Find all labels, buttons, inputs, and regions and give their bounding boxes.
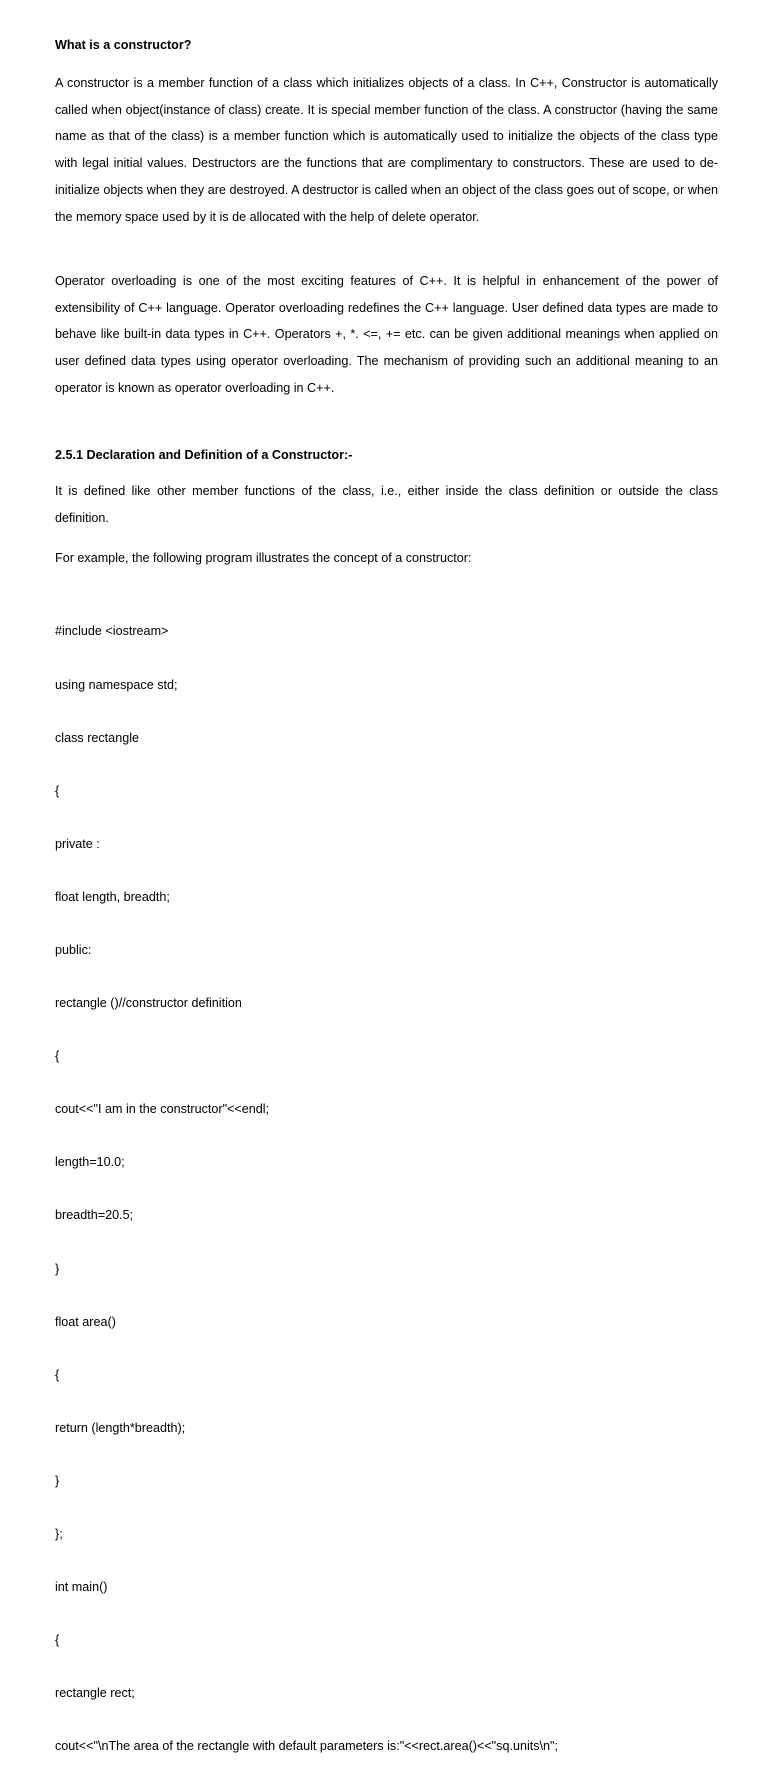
code-line: rectangle ()//constructor definition xyxy=(55,996,242,1011)
paragraph-constructor-definition: A constructor is a member function of a class which initializes objects of a class. In C++, Constructor is automatically called when object(instance of class) create. It is special member function of the class. A constructor (having the same name as that of the class) is a member function which is automatically used to initialize the objects of the class type with legal initial values. Destructors are the functions that are complimentary to constructors. These are used to de-initialize objects when they are destroyed. A destructor is called when an object of the class goes out of scope, or when the memory space used by it is de allocated with the help of delete operator. xyxy=(55,76,718,224)
example-intro-text: For example, the following program illustrates the concept of a constructor: xyxy=(55,551,472,565)
code-line: float length, breadth; xyxy=(55,889,170,904)
code-line: } xyxy=(55,1473,60,1488)
code-line: { xyxy=(55,1633,60,1648)
code-line: public: xyxy=(55,942,92,957)
code-line: breadth=20.5; xyxy=(55,1208,134,1223)
code-line: return (length*breadth); xyxy=(55,1420,186,1435)
code-line: #include <iostream> xyxy=(55,624,169,639)
paragraph-defined-like: It is defined like other member functions of the class, i.e., either inside the class definition or outside the class definition. xyxy=(55,484,718,525)
code-line: cout<<"\nThe area of the rectangle with default parameters is:"<<rect.area()<<"sq.units\n"; xyxy=(55,1739,559,1754)
code-line: class rectangle xyxy=(55,730,139,745)
code-line: private : xyxy=(55,836,100,851)
code-line: }; xyxy=(55,1527,63,1541)
code-line: length=10.0; xyxy=(55,1155,125,1170)
code-line: } xyxy=(55,1261,60,1276)
code-listing xyxy=(55,588,558,1791)
code-line: rectangle rect; xyxy=(55,1686,135,1701)
code-line: cout<<"I am in the constructor"<<endl; xyxy=(55,1102,270,1117)
code-line: { xyxy=(55,1049,60,1064)
section-heading-declaration: 2.5.1 Declaration and Definition of a Constructor:- xyxy=(55,448,353,462)
code-line: { xyxy=(55,783,60,798)
code-line: using namespace std; xyxy=(55,677,178,692)
code-line: { xyxy=(55,1367,60,1382)
code-line: float area() xyxy=(55,1314,116,1329)
code-line: int main() xyxy=(55,1580,108,1595)
heading-what-is-constructor: What is a constructor? xyxy=(55,38,192,52)
paragraph-operator-overloading: Operator overloading is one of the most exciting features of C++. It is helpful in enhancement of the power of extensibility of C++ language. Operator overloading redefines the C++ language. User defined data types are made to behave like built-in data types in C++. Operators +, *. <=, += etc. can be given additional meanings when applied on user defined data types using operator overloading. The mechanism of providing such an additional meaning to an operator is known as operator overloading in C++. xyxy=(55,274,718,395)
